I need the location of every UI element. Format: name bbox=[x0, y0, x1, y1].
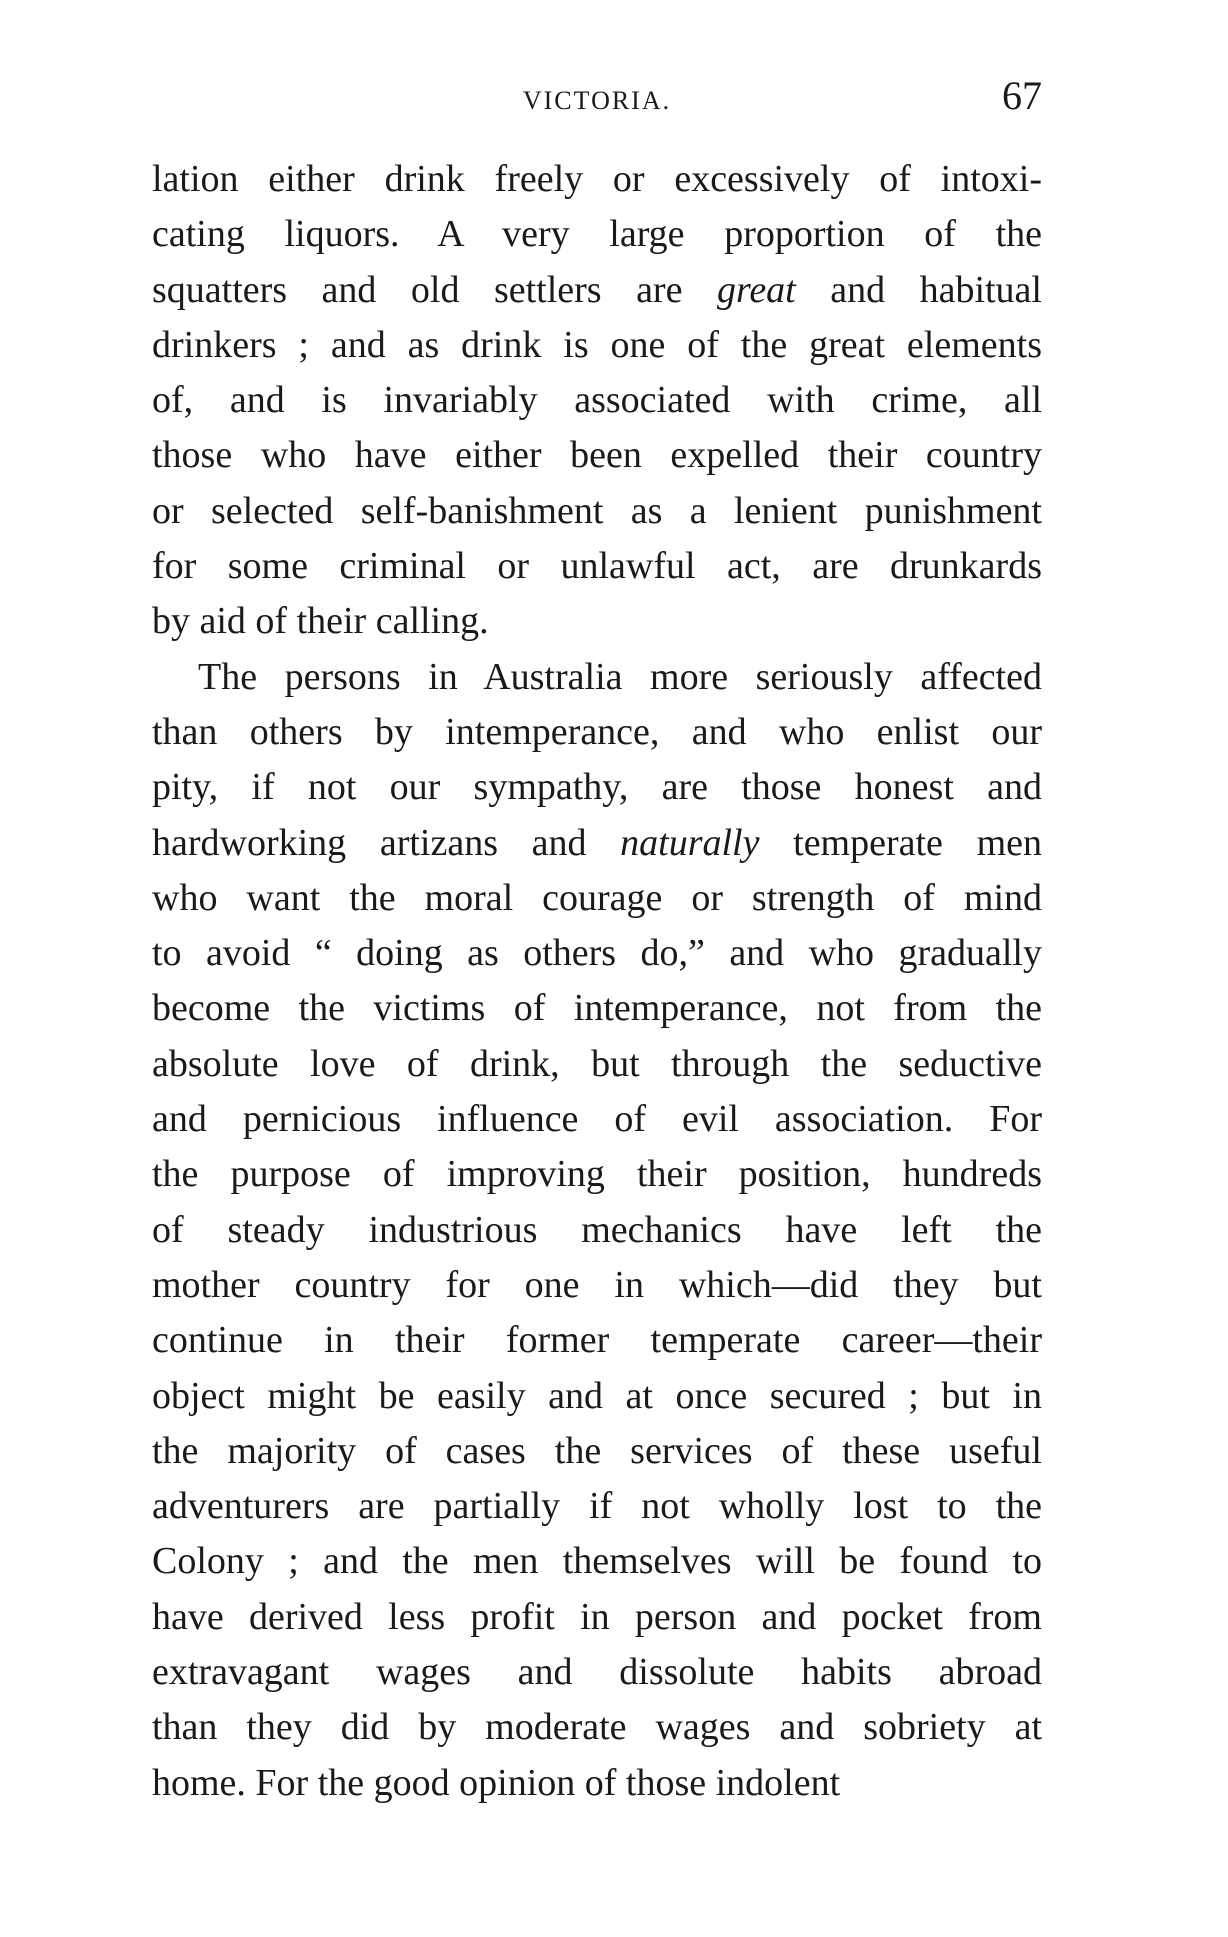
text-segment: temperate men bbox=[759, 821, 1043, 864]
text-line bbox=[152, 981, 1042, 1036]
text-line bbox=[152, 1369, 1042, 1424]
text-segment: extravagant wages and dissolute habits abroad bbox=[152, 1651, 1042, 1694]
text-segment: those who have either been expelled their country bbox=[152, 434, 1042, 477]
page-number: 67 bbox=[1002, 73, 1042, 118]
text-line bbox=[152, 594, 1042, 649]
text-segment: squatters and old settlers are bbox=[152, 268, 717, 311]
text-segment: become the victims of intemperance, not from the bbox=[152, 987, 1042, 1030]
text-segment: of steady industrious mechanics have left the bbox=[152, 1208, 1042, 1251]
text-line bbox=[152, 871, 1042, 926]
text-line bbox=[152, 1147, 1042, 1202]
text-line bbox=[152, 1645, 1042, 1700]
text-line bbox=[152, 1756, 1042, 1811]
text-line bbox=[152, 1479, 1042, 1534]
text-segment: than others by intemperance, and who enlist our bbox=[152, 710, 1042, 753]
text-line bbox=[152, 1092, 1042, 1147]
text-segment: adventurers are partially if not wholly lost to the bbox=[152, 1485, 1042, 1528]
text-line bbox=[152, 1313, 1042, 1368]
text-line bbox=[152, 1424, 1042, 1479]
text-line bbox=[152, 1700, 1042, 1755]
text-segment: than they did by moderate wages and sobriety at bbox=[152, 1706, 1042, 1749]
text-segment: object might be easily and at once secured ; but in bbox=[152, 1374, 1042, 1417]
text-segment: continue in their former temperate career—their bbox=[152, 1319, 1042, 1362]
text-line bbox=[152, 650, 1042, 705]
text-segment: and pernicious influence of evil association. For bbox=[152, 1098, 1042, 1141]
text-segment: for some criminal or unlawful act, are drunkards bbox=[152, 545, 1042, 588]
text-segment: drinkers ; and as drink is one of the great elements bbox=[152, 323, 1042, 366]
text-line bbox=[152, 1590, 1042, 1645]
italic-text: naturally bbox=[620, 821, 760, 864]
text-line bbox=[152, 1534, 1042, 1589]
text-segment: or selected self-banishment as a lenient punishment bbox=[152, 489, 1042, 532]
text-line bbox=[152, 428, 1042, 483]
text-segment: who want the moral courage or strength of mind bbox=[152, 876, 1042, 919]
text-segment: of, and is invariably associated with crime, all bbox=[152, 379, 1042, 422]
text-line bbox=[152, 373, 1042, 428]
running-title: VICTORIA. bbox=[522, 86, 672, 115]
text-line bbox=[152, 152, 1042, 207]
italic-text: great bbox=[716, 268, 796, 311]
text-segment: cating liquors. A very large proportion of the bbox=[152, 213, 1042, 256]
text-segment: by aid of their calling. bbox=[152, 600, 489, 643]
text-line bbox=[152, 263, 1042, 318]
text-segment: and habitual bbox=[795, 268, 1042, 311]
text-line bbox=[152, 1037, 1042, 1092]
text-line bbox=[152, 926, 1042, 981]
running-head bbox=[152, 72, 1042, 132]
body-text bbox=[152, 152, 1042, 1811]
text-line bbox=[152, 1258, 1042, 1313]
text-line bbox=[152, 539, 1042, 594]
text-line bbox=[152, 1203, 1042, 1258]
text-segment: mother country for one in which—did they but bbox=[152, 1263, 1042, 1306]
text-line bbox=[152, 816, 1042, 871]
text-line bbox=[152, 484, 1042, 539]
paragraph bbox=[152, 152, 1042, 650]
text-segment: Colony ; and the men themselves will be found to bbox=[152, 1540, 1042, 1583]
text-segment: absolute love of drink, but through the seductive bbox=[152, 1042, 1042, 1085]
text-segment: pity, if not our sympathy, are those honest and bbox=[152, 766, 1042, 809]
text-segment: home. For the good opinion of those indolent bbox=[152, 1761, 841, 1804]
text-line bbox=[152, 705, 1042, 760]
text-segment: have derived less profit in person and pocket from bbox=[152, 1595, 1042, 1638]
text-segment: The persons in Australia more seriously affected bbox=[198, 655, 1042, 698]
text-segment: hardworking artizans and bbox=[152, 821, 621, 864]
text-line bbox=[152, 318, 1042, 373]
text-line bbox=[152, 760, 1042, 815]
text-line bbox=[152, 207, 1042, 262]
text-segment: the majority of cases the services of these useful bbox=[152, 1429, 1042, 1472]
text-segment: to avoid “ doing as others do,” and who gradually bbox=[152, 932, 1042, 975]
text-segment: lation either drink freely or excessively of intoxi- bbox=[152, 158, 1042, 200]
text-segment: the purpose of improving their position, hundreds bbox=[152, 1153, 1042, 1196]
paragraph bbox=[152, 650, 1042, 1811]
